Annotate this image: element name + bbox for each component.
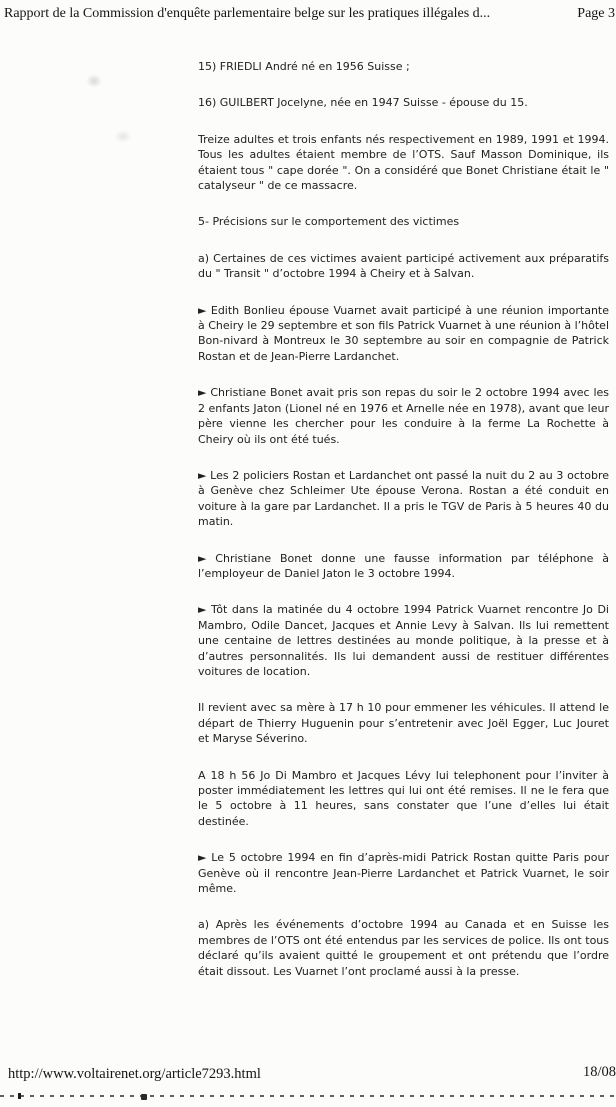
scan-smudge — [114, 130, 132, 143]
print-date: 18/08 — [582, 1064, 616, 1080]
page-number: Page 3 — [577, 6, 615, 21]
bullet-fausse-information: ► Christiane Bonet donne une fausse information par téléphone à l’employeur de Daniel Jaton le 3 octobre 1994. — [198, 551, 609, 580]
bullet-5-octobre-rostan: ► Le 5 octobre 1994 en fin d’après-midi Patrick Rostan quitte Paris pour Genève où il rencontre Jean-Pierre Lardanchet et Patrick Vuarnet, le soir même. — [198, 851, 609, 896]
scan-edge-artifact — [18, 1093, 21, 1099]
document-header-title: Rapport de la Commission d'enquête parlementaire belge sur les pratiques illégales d... — [4, 6, 491, 21]
section-heading-5-precisions: 5- Précisions sur le comportement des victimes — [198, 215, 460, 229]
bullet-matinee-4-octobre: ► Tôt dans la matinée du 4 octobre 1994 Patrick Vuarnet rencontre Jo Di Mambro, Odile Dancet, Jacques et Annie Levy à Salvan. Ils lui remettent une centaine de lettres destinées au monde politique, à la presse et à d’autres personnalités. Ils lui demandent aussi de restituer différentes voitures de location. — [198, 603, 609, 678]
bullet-policiers-rostan-lardanchet: ► Les 2 policiers Rostan et Lardanchet ont passé la nuit du 2 au 3 octobre à Genève chez Schleimer Ute épouse Verona. Rostan a été conduit en voiture à la gare par Lardanchet. Il a pris le TGV de Paris à 5 heures 40 du matin. — [198, 468, 609, 529]
source-url: http://www.voltairenet.org/article7293.html — [8, 1066, 261, 1082]
document-body — [198, 59, 609, 1000]
bullet-christiane-bonet-repas: ► Christiane Bonet avait pris son repas du soir le 2 octobre 1994 avec les 2 enfants Jaton (Lionel né en 1976 et Arnelle née en 1978), avant que leur père vienne les chercher pour les conduire à la ferme La Rochette à Cheiry où ils ont été tués. — [198, 386, 609, 446]
paragraph-apres-evenements: a) Après les événements d’octobre 1994 au Canada et en Suisse les membres de l’OTS ont été entendus par les services de police. Ils ont tous déclaré qu’ils avaient quitté le groupement et ont prétendu que l’ordre était dissout. Les Vuarnet l’ont proclamé aussi à la presse. — [198, 918, 609, 978]
scan-smudge — [86, 74, 102, 88]
list-item-16-guilbert: 16) GUILBERT Jocelyne, née en 1947 Suisse - épouse du 15. — [198, 96, 528, 110]
paragraph-18h56-telephone: A 18 h 56 Jo Di Mambro et Jacques Lévy lui telephonent pour l’inviter à poster immédiatement les lettres qui lui ont été remises. Il ne le fera que le 5 octobre à 11 heures, sans constater que l’une d’elles lui était destinée. — [198, 768, 609, 828]
scan-edge-artifact — [0, 1095, 616, 1097]
scan-edge-artifact — [141, 1094, 147, 1100]
list-item-15-friedli: 15) FRIEDLI André né en 1956 Suisse ; — [198, 60, 410, 73]
paragraph-treize-adultes: Treize adultes et trois enfants nés respectivement en 1989, 1991 et 1994. Tous les adultes étaient membre de l’OTS. Sauf Masson Dominique, ils étaient tous " cape dorée ". On a considéré que Bonet Christiane était le " catalyseur " de ce massacre. — [198, 132, 609, 193]
bullet-edith-bonlieu: ► Edith Bonlieu épouse Vuarnet avait participé à une réunion importante à Cheiry le 29 septembre et son fils Patrick Vuarnet à une réunion à l’hôtel Bon-nivard à Montreux le 30 septembre au soir en compagnie de Patrick Rostan et de Jean-Pierre Lardanchet. — [198, 303, 609, 363]
paragraph-a-certaines-victimes: a) Certaines de ces victimes avaient participé activement aux préparatifs du " Transit " d’octobre 1994 à Cheiry et à Salvan. — [198, 251, 609, 281]
paragraph-il-revient: Il revient avec sa mère à 17 h 10 pour emmener les véhicules. Il attend le départ de Thierry Huguenin pour s’entretenir avec Joël Egger, Luc Jouret et Maryse Séverino. — [198, 701, 609, 746]
